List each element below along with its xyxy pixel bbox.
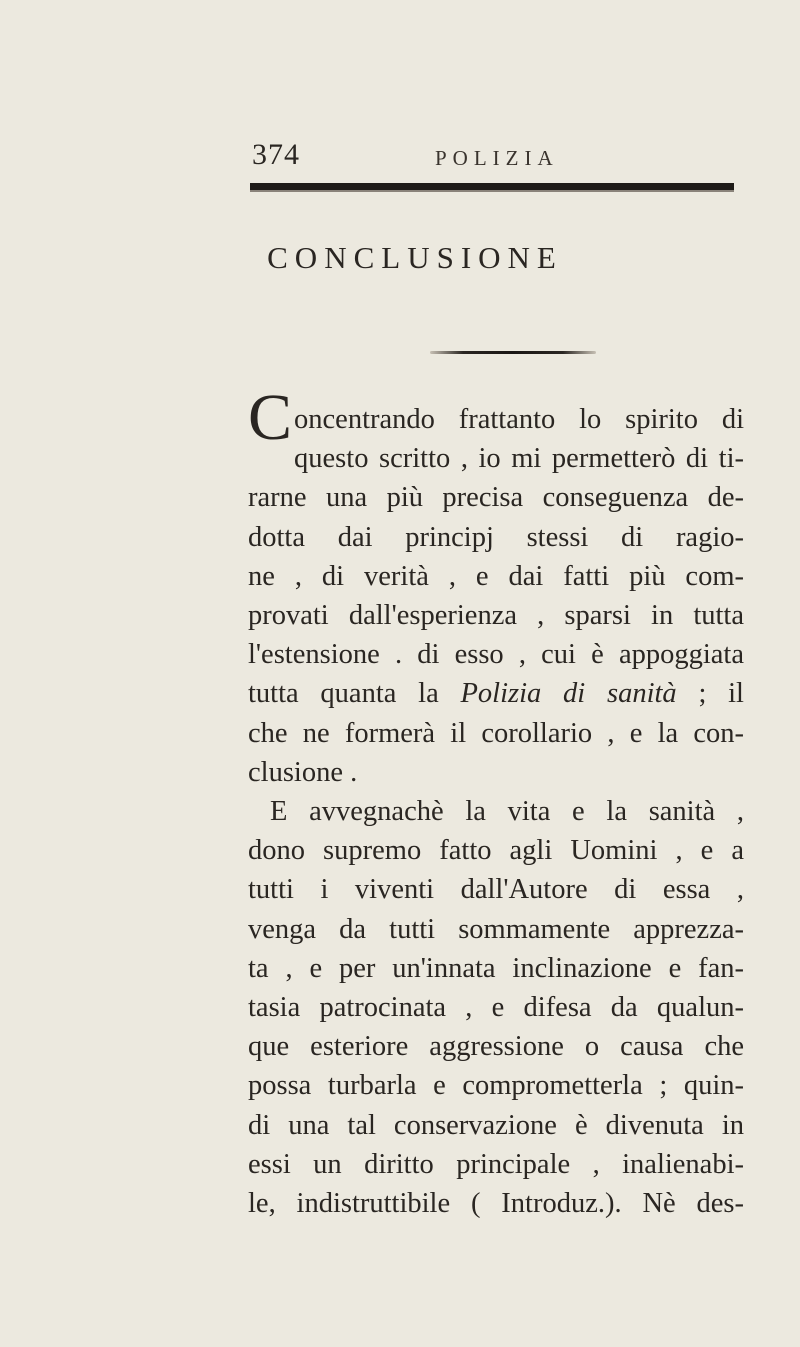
text-line: rarne una più precisa conseguenza de- [248, 482, 744, 514]
ornamental-rule [430, 351, 596, 354]
italic-title: Polizia di sanità [460, 678, 677, 710]
text-line: dono supremo fatto agli Uomini , e a [248, 835, 744, 867]
text-line: essi un diritto principale , inalienabi- [248, 1148, 744, 1180]
text-line: clusione . [248, 756, 358, 788]
text-line [248, 674, 744, 713]
text-line: provati dall'esperienza , sparsi in tutta [248, 600, 744, 632]
paragraph-1 [248, 381, 744, 792]
text-line: possa turbarla e comprometterla ; quin- [248, 1070, 744, 1102]
text-line: ne , di verità , e dai fatti più com- [248, 560, 744, 592]
text-fragment: tutta quanta la [248, 678, 461, 710]
text-line: questo scritto , io mi permetterò di ti- [294, 443, 744, 475]
text-line: che ne formerà il corollario , e la con- [248, 717, 744, 749]
running-title: POLIZIA [435, 146, 559, 170]
text-fragment: ; il [676, 678, 744, 710]
text-line: que esteriore aggressione o causa che [248, 1031, 744, 1063]
body-text [248, 381, 744, 1223]
running-head [0, 138, 800, 178]
text-line: l'estensione . di esso , cui è appoggiata [248, 639, 744, 671]
text-line-content: oncentrando frattanto lo spirito di [294, 404, 744, 435]
text-line: E avvegnachè la vita e la sanità , [270, 796, 744, 828]
text-line: tutti i viventi dall'Autore di essa , [248, 874, 744, 906]
text-line: dotta dai principj stessi di ragio- [248, 521, 744, 553]
chapter-title: CONCLUSIONE [267, 240, 563, 275]
drop-cap: C [248, 381, 293, 454]
text-line: tasia patrocinata , e difesa da qualun- [248, 992, 744, 1024]
text-line: le, indistruttibile ( Introduz.). Nè des- [248, 1188, 744, 1220]
header-rule [250, 183, 734, 192]
text-line: ta , e per un'innata inclinazione e fan- [248, 952, 744, 984]
text-line: venga da tutti sommamente apprezza- [248, 913, 744, 945]
page-number: 374 [252, 138, 300, 171]
text-line [248, 381, 744, 454]
text-line: di una tal conservazione è divenuta in [248, 1109, 744, 1141]
paragraph-2 [248, 792, 744, 1223]
